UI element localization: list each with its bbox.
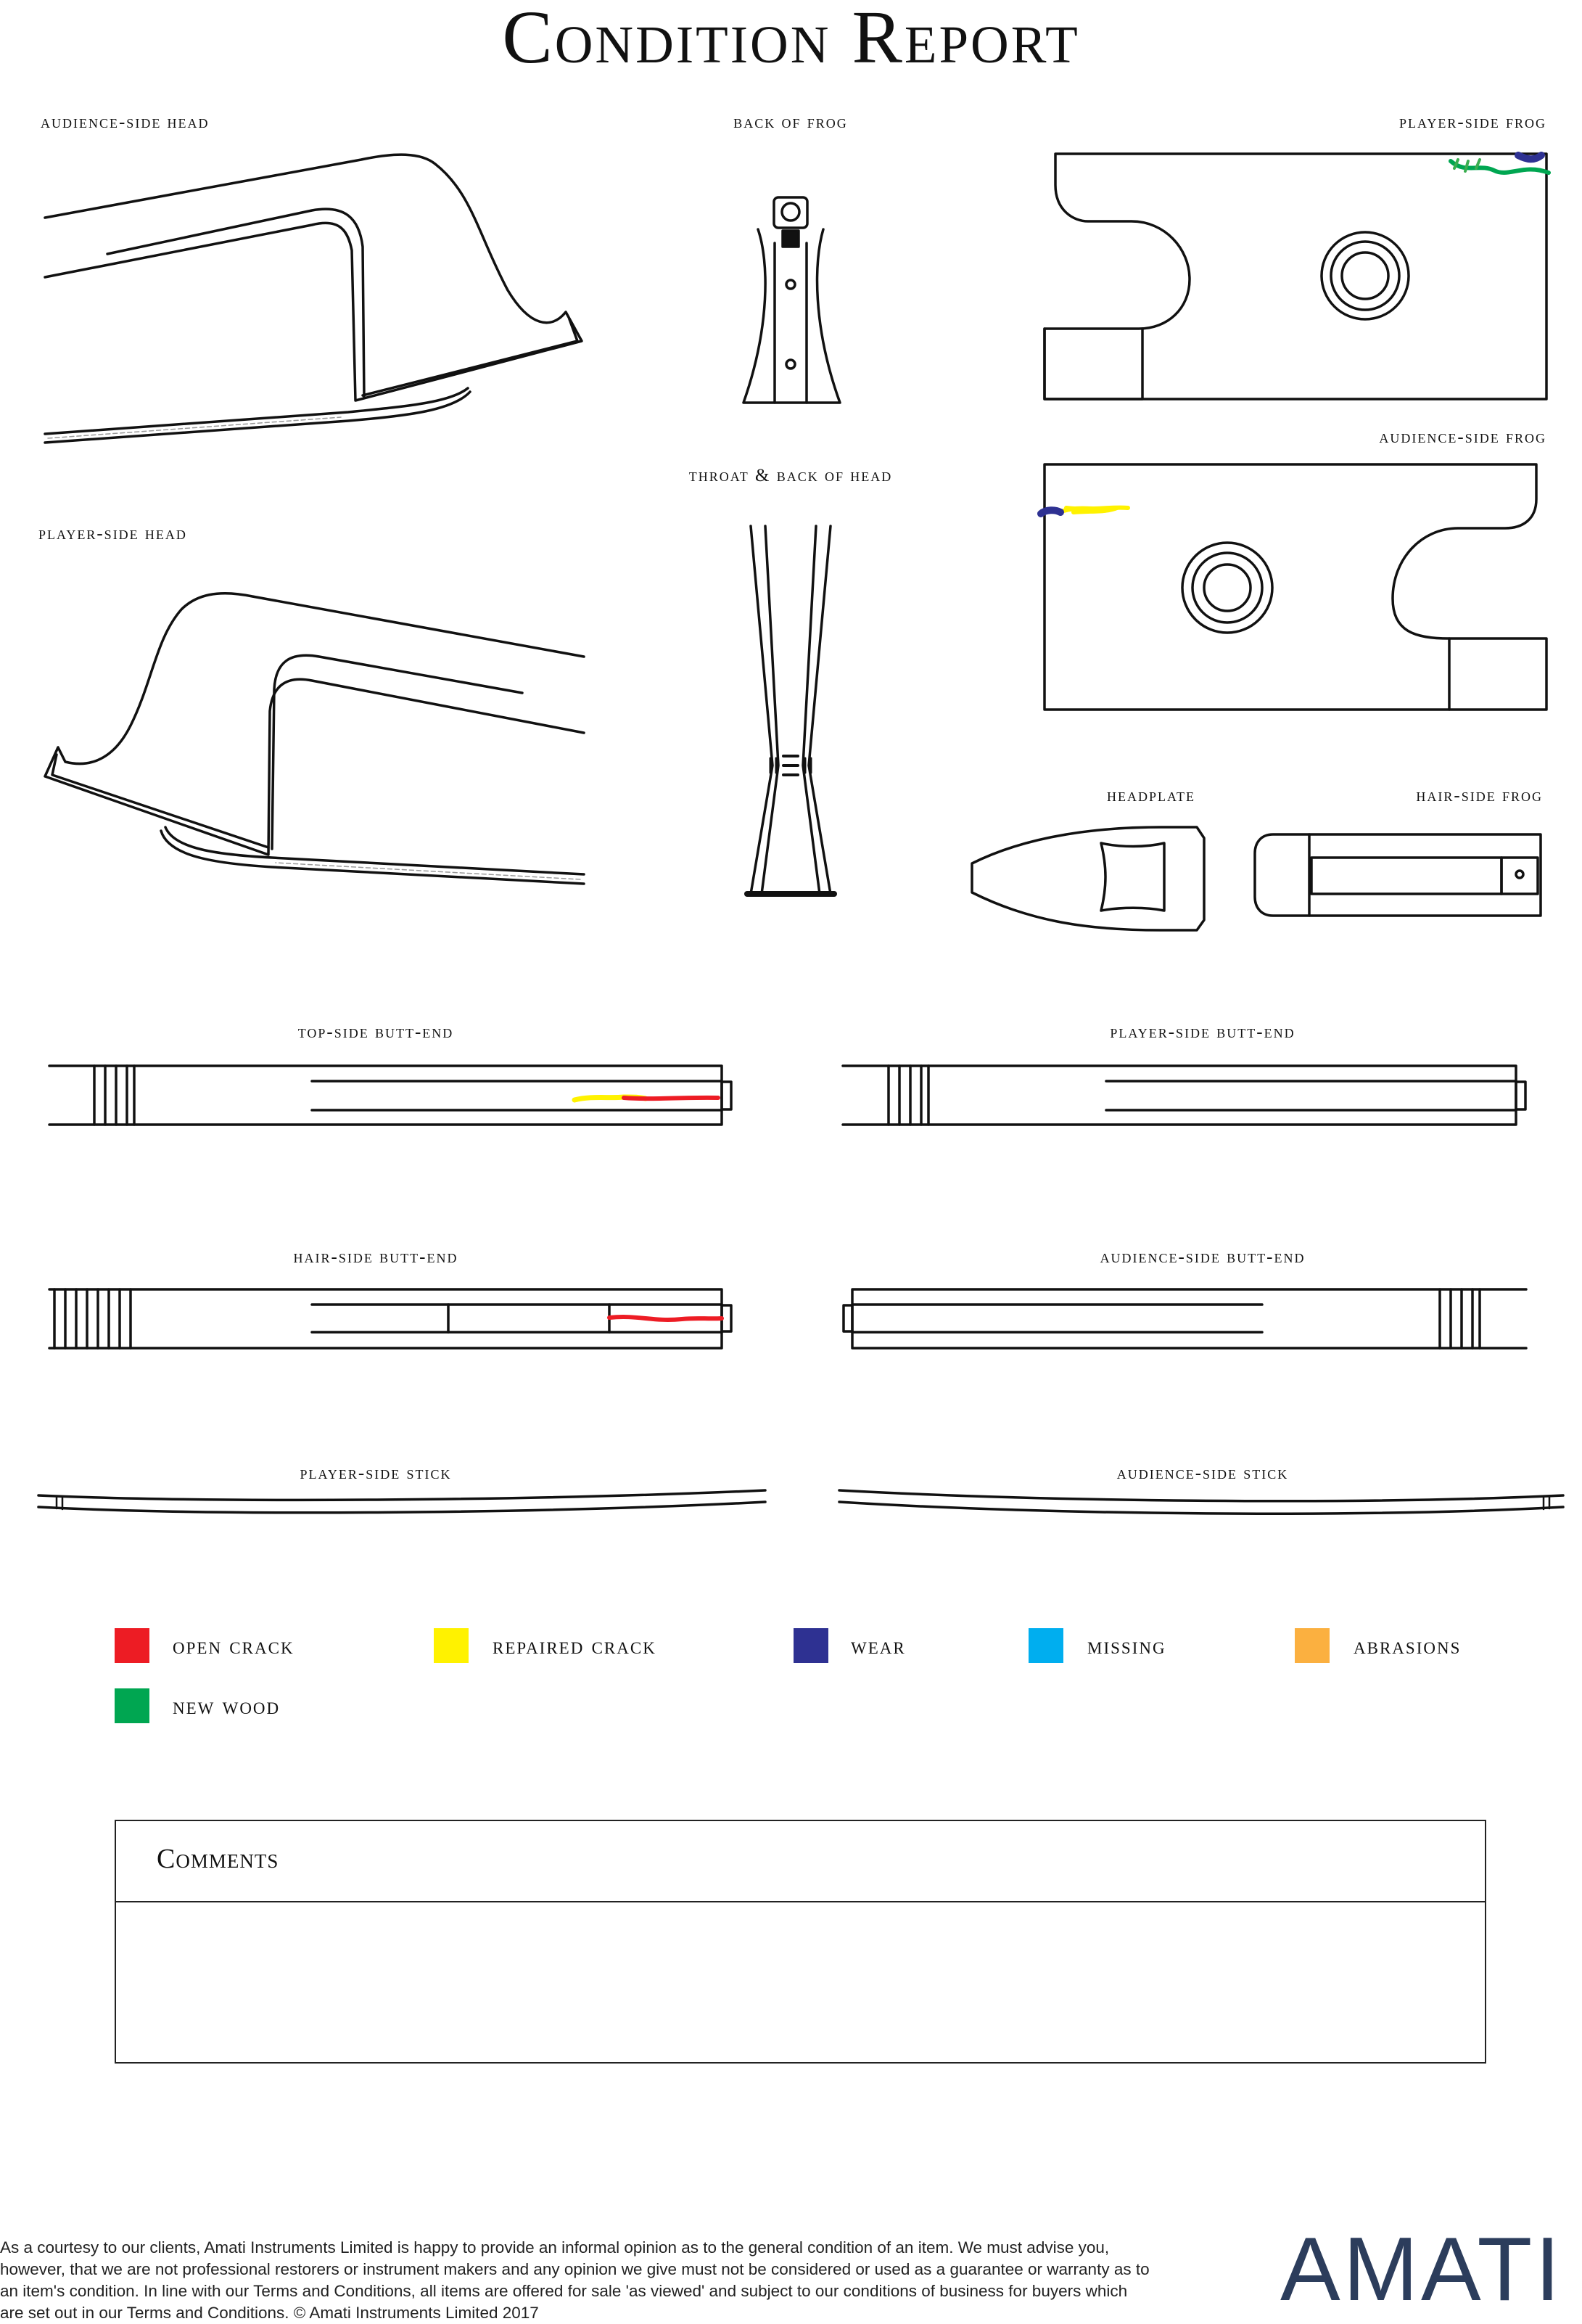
diagram-headplate bbox=[972, 827, 1204, 930]
label-hair-side-butt-end: hair-side butt-end bbox=[293, 1247, 458, 1267]
label-player-side-stick: player-side stick bbox=[300, 1463, 452, 1483]
label-audience-side-head: audience-side head bbox=[41, 112, 210, 132]
comments-area[interactable] bbox=[116, 1902, 1485, 2064]
diagram-audience-side-stick bbox=[839, 1490, 1563, 1514]
diagram-audience-side-frog bbox=[1041, 464, 1546, 710]
label-top-side-butt-end: top-side butt-end bbox=[297, 1022, 454, 1042]
legend-swatch-new-wood bbox=[115, 1688, 149, 1723]
diagram-top-side-butt-end bbox=[49, 1066, 731, 1125]
diagram-back-of-frog bbox=[743, 197, 840, 403]
diagram-audience-side-butt-end bbox=[844, 1289, 1526, 1348]
label-headplate: headplate bbox=[1107, 786, 1195, 805]
label-audience-side-stick: audience-side stick bbox=[1116, 1463, 1289, 1483]
label-player-side-frog: player-side frog bbox=[1399, 112, 1546, 132]
legend-label-open-crack: open crack bbox=[173, 1633, 294, 1659]
label-audience-side-butt-end: audience-side butt-end bbox=[1100, 1247, 1306, 1267]
comments-header bbox=[116, 1821, 1485, 1902]
legend-label-missing: missing bbox=[1087, 1633, 1166, 1659]
legend-swatch-missing bbox=[1029, 1628, 1063, 1663]
legend-label-new-wood: new wood bbox=[173, 1693, 281, 1720]
label-back-of-frog: back of frog bbox=[733, 112, 848, 132]
diagram-player-side-stick bbox=[38, 1490, 765, 1513]
amati-logo: AMATI bbox=[1280, 2220, 1563, 2320]
diagram-hair-side-butt-end bbox=[49, 1289, 731, 1348]
diagram-hair-side-frog bbox=[1255, 834, 1541, 916]
legend-swatch-abrasions bbox=[1295, 1628, 1330, 1663]
disclaimer-text: As a courtesy to our clients, Amati Instruments Limited is happy to provide an informal opinion as to the general condition of an item. We must advise you, however, that we are not professional restorers or instrument makers and any opinion we give must not be considered or used as a guarantee or warranty as to an item's condition. In line with our Terms and Conditions, all items are offered for sale 'as viewed' and subject to our conditions of business for buyers which are set out in our Terms and Conditions. © Amati Instruments Limited 2017 bbox=[0, 2238, 1150, 2322]
diagram-audience-side-head bbox=[45, 155, 582, 443]
diagram-player-side-frog bbox=[1045, 154, 1549, 399]
label-audience-side-frog: audience-side frog bbox=[1379, 427, 1546, 447]
label-player-side-butt-end: player-side butt-end bbox=[1110, 1022, 1295, 1042]
label-hair-side-frog: hair-side frog bbox=[1416, 786, 1543, 805]
label-throat-back-of-head: throat & back of head bbox=[688, 466, 893, 485]
legend-swatch-wear bbox=[794, 1628, 828, 1663]
legend-label-wear: wear bbox=[851, 1633, 906, 1659]
comments-box bbox=[115, 1820, 1486, 2064]
page-title: Condition Report bbox=[502, 0, 1080, 79]
legend-label-repaired-crack: repaired crack bbox=[493, 1633, 656, 1659]
legend-label-abrasions: abrasions bbox=[1354, 1633, 1462, 1659]
legend-swatch-repaired-crack bbox=[434, 1628, 469, 1663]
diagram-throat-back-of-head bbox=[747, 526, 834, 894]
label-player-side-head: player-side head bbox=[38, 524, 187, 543]
legend-swatch-open-crack bbox=[115, 1628, 149, 1663]
diagram-player-side-butt-end bbox=[843, 1066, 1525, 1125]
comments-title: Comments bbox=[157, 1844, 279, 1874]
diagram-player-side-head bbox=[45, 594, 584, 884]
